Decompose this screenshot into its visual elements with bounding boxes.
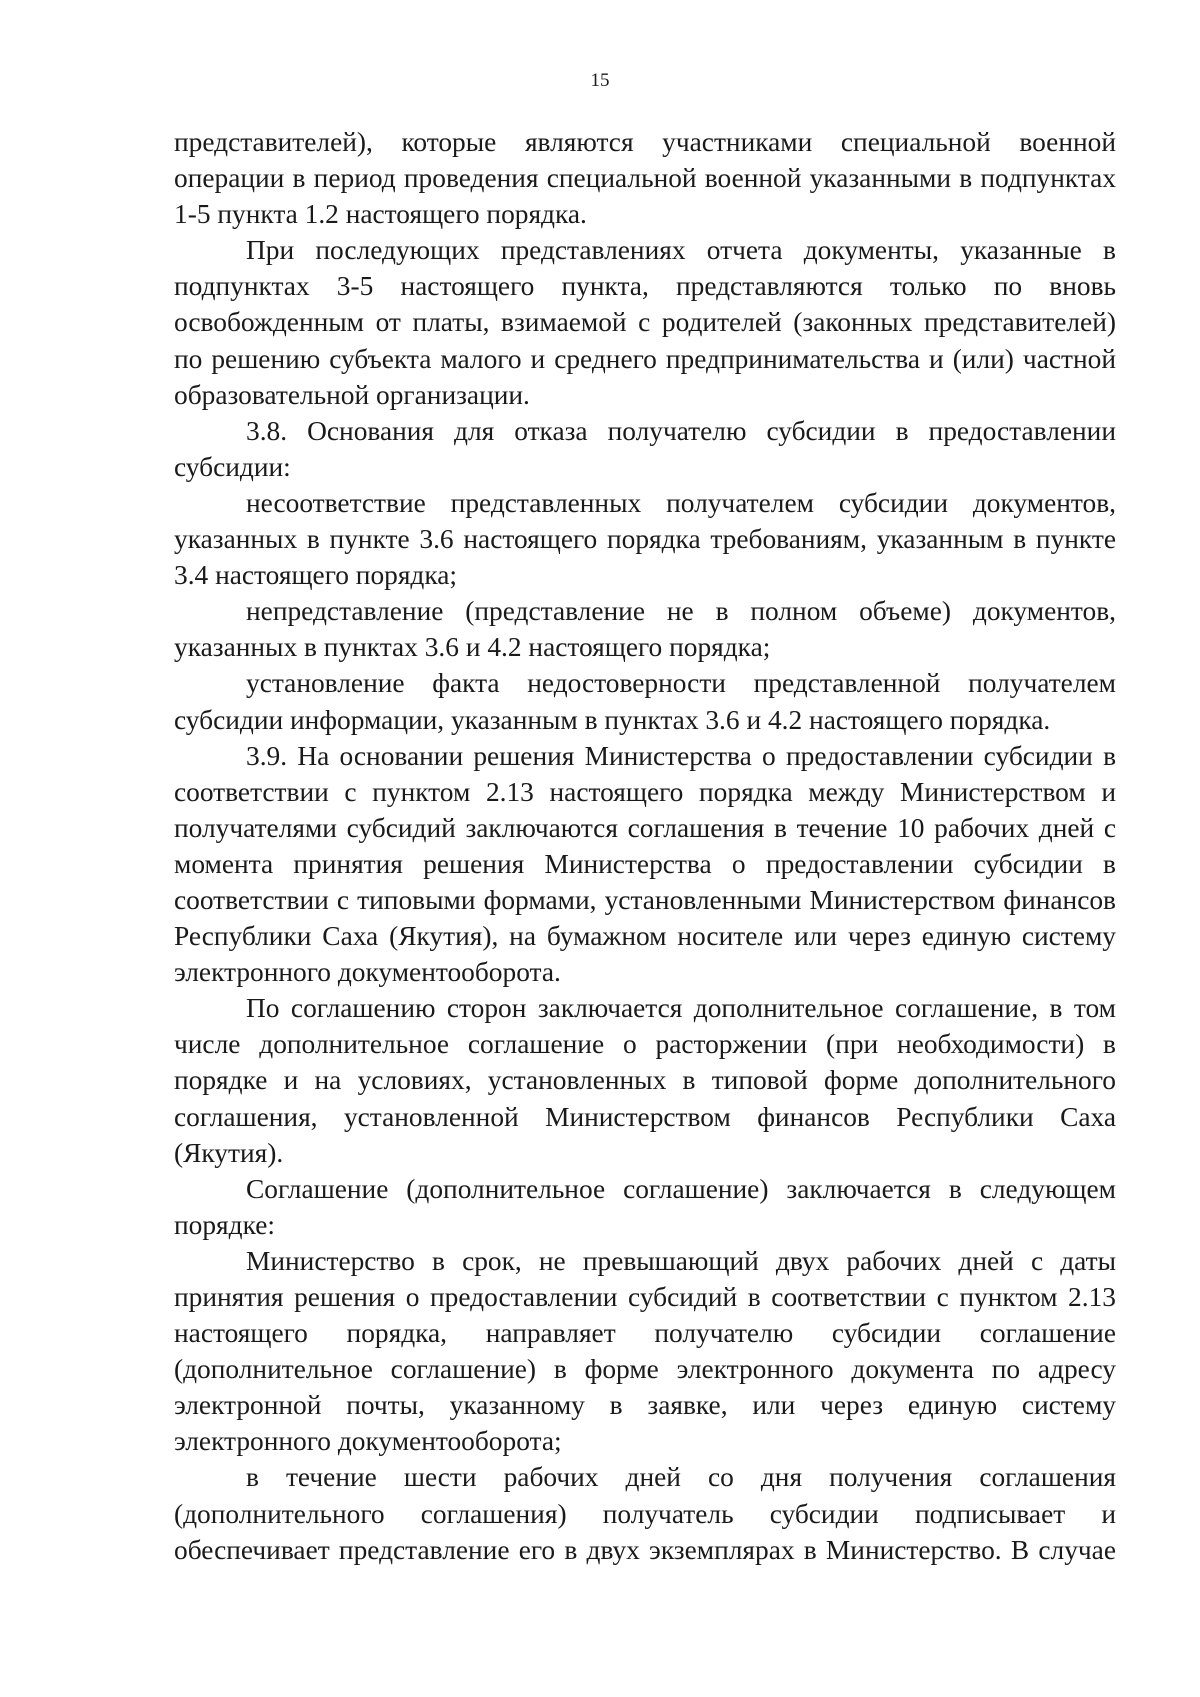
paragraph: Министерство в срок, не превышающий двух рабочих дней с даты принятия решения о предоставлении субсидий в соответствии с пунктом 2.13 настоящего порядка, направляет получателю субсидии соглашение (дополнительное соглашение) в форме электронного документа по адресу электронной почты, указанному в заявке, или через единую систему электронного документооборота; xyxy=(174,1245,1116,1457)
paragraph: представителей), которые являются участниками специальной военной операции в период проведения специальной военной указанными в подпунктах 1-5 пункта 1.2 настоящего порядка. xyxy=(174,127,1116,230)
paragraph: в течение шести рабочих дней со дня получения соглашения (дополнительного соглашения) получатель субсидии подписывает и обеспечивает представление его в двух экземплярах в Министерство. В случае xyxy=(174,1462,1116,1565)
paragraph: непредставление (представление не в полном объеме) документов, указанных в пунктах 3.6 и 4.2 настоящего порядка; xyxy=(174,596,1116,663)
paragraph: По соглашению сторон заключается дополнительное соглашение, в том числе дополнительное соглашение о расторжении (при необходимости) в порядке и на условиях, установленных в типовой форме дополнительного соглашения, установленной Министерством финансов Республики Саха (Якутия). xyxy=(174,993,1116,1168)
paragraph: Соглашение (дополнительное соглашение) заключается в следующем порядке: xyxy=(174,1173,1116,1240)
page-number: 15 xyxy=(590,70,610,91)
paragraph-section-3-9: 3.9. На основании решения Министерства о предоставлении субсидии в соответствии с пунктом 2.13 настоящего порядка между Министерством и получателями субсидий заключаются соглашения в течение 10 рабочих дней с момента принятия решения Министерства о предоставлении субсидии в соответствии с типовыми формами, установленными Министерством финансов Республики Саха (Якутия), на бумажном носителе или через единую систему электронного документооборота. xyxy=(174,740,1116,988)
paragraph-section-3-8: 3.8. Основания для отказа получателю субсидии в предоставлении субсидии: xyxy=(174,415,1116,482)
document-body xyxy=(174,124,1116,1568)
paragraph: установление факта недостоверности представленной получателем субсидии информации, указанным в пунктах 3.6 и 4.2 настоящего порядка. xyxy=(174,668,1116,735)
paragraph: несоответствие представленных получателем субсидии документов, указанных в пункте 3.6 настоящего порядка требованиям, указанным в пункте 3.4 настоящего порядка; xyxy=(174,487,1116,591)
paragraph: При последующих представлениях отчета документы, указанные в подпунктах 3-5 настоящего пункта, представляются только по вновь освобожденным от платы, взимаемой с родителей (законных представителей) по решению субъекта малого и среднего предпринимательства и (или) частной образовательной организации. xyxy=(174,235,1116,410)
